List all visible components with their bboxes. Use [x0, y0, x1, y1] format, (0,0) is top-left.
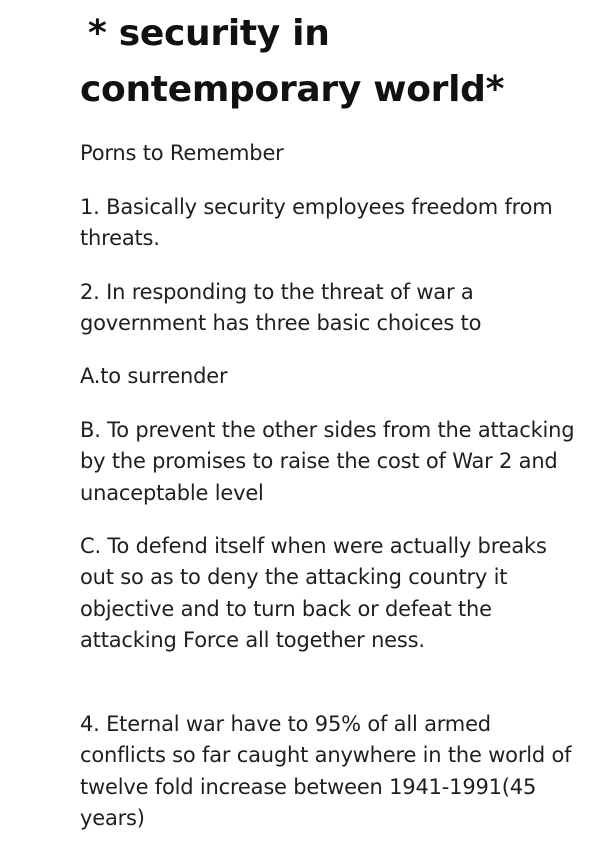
choice-b-paragraph: B. To prevent the other sides from the attacking by the promises to raise the cost of War 2 and unaceptable level: [80, 418, 575, 505]
section-subtitle: Porns to Remember: [80, 141, 284, 165]
point-2-paragraph: 2. In responding to the threat of war a government has three basic choices to: [80, 280, 482, 336]
title-line-2: contemporary world*: [80, 69, 505, 110]
point-4-paragraph: 4. Eternal war have to 95% of all armed conflicts so far caught anywhere in the world of twelve fold increase between 1941-1991(45 years): [80, 712, 572, 831]
choice-c-paragraph: C. To defend itself when were actually breaks out so as to deny the attacking country it objective and to turn back or defeat the attacking Force all together ness.: [80, 534, 547, 653]
point-1-paragraph: 1. Basically security employees freedom from threats.: [80, 195, 553, 251]
page-title: [80, 6, 580, 118]
choice-a-paragraph: A.to surrender: [80, 364, 228, 388]
title-line-1: * security in: [88, 13, 330, 54]
